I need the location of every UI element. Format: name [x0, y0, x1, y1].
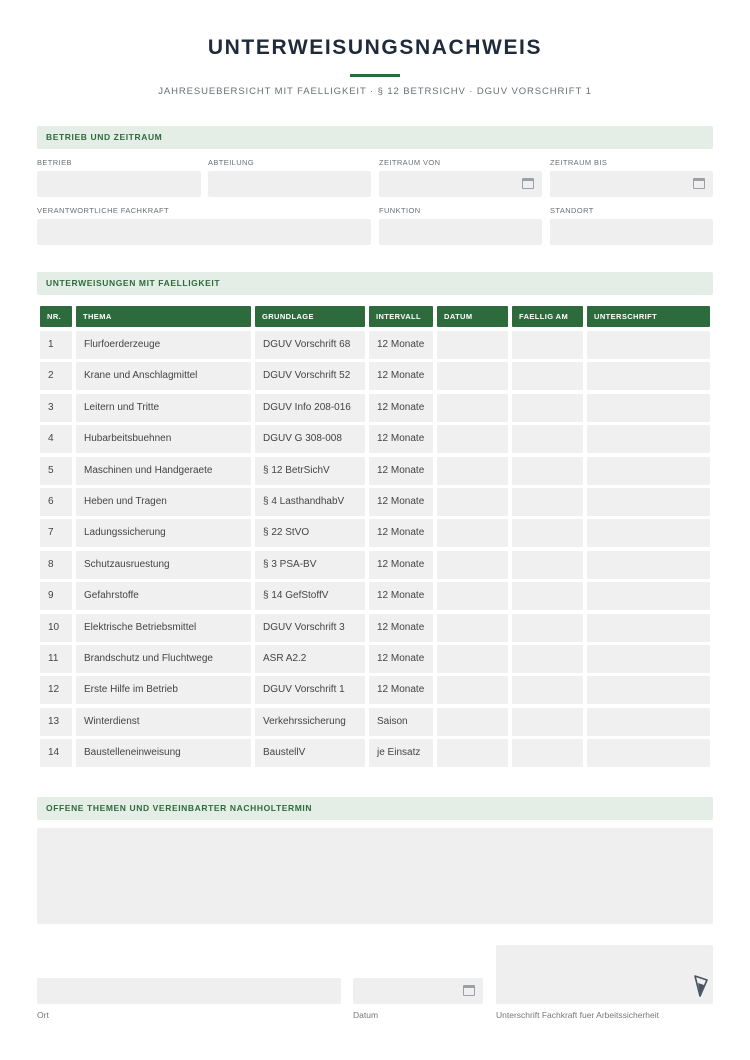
cell-datum[interactable] — [437, 457, 508, 485]
cell-datum[interactable] — [437, 488, 508, 516]
cell-unterschrift[interactable] — [587, 739, 710, 767]
cell-grundlage: § 3 PSA-BV — [255, 551, 365, 579]
cell-intervall: 12 Monate — [369, 362, 433, 390]
title-underline — [350, 74, 400, 77]
cell-unterschrift[interactable] — [587, 394, 710, 422]
signature-field[interactable] — [496, 945, 713, 1004]
cell-thema: Brandschutz und Fluchtwege — [76, 645, 251, 673]
cell-grundlage: § 14 GefStoffV — [255, 582, 365, 610]
fachkraft-field[interactable] — [37, 219, 371, 245]
cell-intervall: 12 Monate — [369, 676, 433, 704]
cell-unterschrift[interactable] — [587, 708, 710, 736]
label-funktion: FUNKTION — [379, 206, 421, 215]
cell-nr: 6 — [40, 488, 72, 516]
cell-grundlage: DGUV Vorschrift 52 — [255, 362, 365, 390]
cell-faellig-am[interactable] — [512, 739, 583, 767]
cell-thema: Gefahrstoffe — [76, 582, 251, 610]
cell-nr: 5 — [40, 457, 72, 485]
cell-intervall: 12 Monate — [369, 519, 433, 547]
cell-intervall: 12 Monate — [369, 331, 433, 359]
calendar-icon[interactable] — [463, 985, 475, 996]
funktion-field[interactable] — [379, 219, 542, 245]
cell-thema: Hubarbeitsbuehnen — [76, 425, 251, 453]
cell-grundlage: BaustellV — [255, 739, 365, 767]
cell-unterschrift[interactable] — [587, 551, 710, 579]
cell-faellig-am[interactable] — [512, 488, 583, 516]
label-zeitraum-bis: ZEITRAUM BIS — [550, 158, 608, 167]
col-header-unterschrift: UNTERSCHRIFT — [587, 306, 710, 327]
notes-textarea[interactable] — [37, 828, 713, 924]
section-header-offene-themen: OFFENE THEMEN UND VEREINBARTER NACHHOLTERMIN — [37, 797, 713, 820]
cell-datum[interactable] — [437, 739, 508, 767]
cell-intervall: Saison — [369, 708, 433, 736]
cell-nr: 14 — [40, 739, 72, 767]
col-header-faellig-am: FAELLIG AM — [512, 306, 583, 327]
cell-unterschrift[interactable] — [587, 425, 710, 453]
calendar-icon[interactable] — [522, 178, 534, 189]
ort-field[interactable] — [37, 978, 341, 1004]
cell-faellig-am[interactable] — [512, 425, 583, 453]
cell-grundlage: Verkehrssicherung — [255, 708, 365, 736]
cell-thema: Maschinen und Handgeraete — [76, 457, 251, 485]
cell-unterschrift[interactable] — [587, 362, 710, 390]
cell-thema: Elektrische Betriebsmittel — [76, 614, 251, 642]
cell-nr: 7 — [40, 519, 72, 547]
cell-grundlage: DGUV G 308-008 — [255, 425, 365, 453]
cell-datum[interactable] — [437, 708, 508, 736]
cell-unterschrift[interactable] — [587, 614, 710, 642]
cell-thema: Heben und Tragen — [76, 488, 251, 516]
cell-unterschrift[interactable] — [587, 457, 710, 485]
cell-nr: 11 — [40, 645, 72, 673]
page-title: UNTERWEISUNGSNACHWEIS — [207, 36, 543, 59]
cell-intervall: je Einsatz — [369, 739, 433, 767]
cell-grundlage: DGUV Info 208-016 — [255, 394, 365, 422]
col-header-thema: THEMA — [76, 306, 251, 327]
cell-thema: Winterdienst — [76, 708, 251, 736]
cell-grundlage: DGUV Vorschrift 1 — [255, 676, 365, 704]
page-subtitle: JAHRESUEBERSICHT MIT FAELLIGKEIT · § 12 BETRSICHV · DGUV VORSCHRIFT 1 — [158, 86, 592, 97]
cell-unterschrift[interactable] — [587, 582, 710, 610]
cell-intervall: 12 Monate — [369, 488, 433, 516]
cell-faellig-am[interactable] — [512, 394, 583, 422]
cell-faellig-am[interactable] — [512, 457, 583, 485]
ort-label: Ort — [37, 1010, 49, 1020]
cell-grundlage: § 22 StVO — [255, 519, 365, 547]
cell-datum[interactable] — [437, 331, 508, 359]
datum-label: Datum — [353, 1010, 379, 1020]
cell-intervall: 12 Monate — [369, 645, 433, 673]
label-betrieb: BETRIEB — [37, 158, 72, 167]
zeitraum-bis-field[interactable] — [550, 171, 713, 197]
cell-datum[interactable] — [437, 425, 508, 453]
cell-thema: Ladungssicherung — [76, 519, 251, 547]
cell-thema: Flurfoerderzeuge — [76, 331, 251, 359]
col-header-grundlage: GRUNDLAGE — [255, 306, 365, 327]
cell-unterschrift[interactable] — [587, 488, 710, 516]
unterschrift-label: Unterschrift Fachkraft fuer Arbeitssicherheit — [496, 1010, 659, 1020]
cell-intervall: 12 Monate — [369, 551, 433, 579]
cell-unterschrift[interactable] — [587, 676, 710, 704]
cell-faellig-am[interactable] — [512, 582, 583, 610]
label-zeitraum-von: ZEITRAUM VON — [379, 158, 441, 167]
section-header-unterweisungen: UNTERWEISUNGEN MIT FAELLIGKEIT — [37, 272, 713, 295]
cell-faellig-am[interactable] — [512, 708, 583, 736]
cell-datum[interactable] — [437, 614, 508, 642]
cell-unterschrift[interactable] — [587, 645, 710, 673]
cell-unterschrift[interactable] — [587, 519, 710, 547]
cell-datum[interactable] — [437, 645, 508, 673]
cell-faellig-am[interactable] — [512, 362, 583, 390]
zeitraum-von-field[interactable] — [379, 171, 542, 197]
cell-datum[interactable] — [437, 551, 508, 579]
betrieb-field[interactable] — [37, 171, 201, 197]
cell-faellig-am[interactable] — [512, 614, 583, 642]
section-header-betrieb: BETRIEB UND ZEITRAUM — [37, 126, 713, 149]
cell-faellig-am[interactable] — [512, 676, 583, 704]
cell-datum[interactable] — [437, 582, 508, 610]
cell-thema: Schutzausruestung — [76, 551, 251, 579]
abteilung-field[interactable] — [208, 171, 371, 197]
cell-faellig-am[interactable] — [512, 645, 583, 673]
cell-intervall: 12 Monate — [369, 425, 433, 453]
label-standort: STANDORT — [550, 206, 594, 215]
cell-intervall: 12 Monate — [369, 394, 433, 422]
cell-nr: 1 — [40, 331, 72, 359]
cell-nr: 12 — [40, 676, 72, 704]
cell-faellig-am[interactable] — [512, 519, 583, 547]
cell-thema: Erste Hilfe im Betrieb — [76, 676, 251, 704]
cell-datum[interactable] — [437, 519, 508, 547]
cell-nr: 3 — [40, 394, 72, 422]
cell-nr: 8 — [40, 551, 72, 579]
standort-field[interactable] — [550, 219, 713, 245]
cell-datum[interactable] — [437, 362, 508, 390]
cell-faellig-am[interactable] — [512, 551, 583, 579]
col-header-nr: NR. — [40, 306, 72, 327]
cell-grundlage: § 12 BetrSichV — [255, 457, 365, 485]
cell-intervall: 12 Monate — [369, 614, 433, 642]
datum-field[interactable] — [353, 978, 483, 1004]
cell-thema: Krane und Anschlagmittel — [76, 362, 251, 390]
cell-nr: 13 — [40, 708, 72, 736]
cell-intervall: 12 Monate — [369, 582, 433, 610]
pen-icon — [693, 974, 709, 998]
cell-nr: 10 — [40, 614, 72, 642]
cell-intervall: 12 Monate — [369, 457, 433, 485]
cell-datum[interactable] — [437, 394, 508, 422]
cell-datum[interactable] — [437, 676, 508, 704]
cell-nr: 9 — [40, 582, 72, 610]
cell-nr: 4 — [40, 425, 72, 453]
cell-nr: 2 — [40, 362, 72, 390]
calendar-icon[interactable] — [693, 178, 705, 189]
cell-unterschrift[interactable] — [587, 331, 710, 359]
cell-faellig-am[interactable] — [512, 331, 583, 359]
cell-grundlage: DGUV Vorschrift 3 — [255, 614, 365, 642]
label-fachkraft: VERANTWORTLICHE FACHKRAFT — [37, 206, 169, 215]
label-abteilung: ABTEILUNG — [208, 158, 255, 167]
cell-grundlage: ASR A2.2 — [255, 645, 365, 673]
cell-grundlage: DGUV Vorschrift 68 — [255, 331, 365, 359]
cell-thema: Baustelleneinweisung — [76, 739, 251, 767]
cell-grundlage: § 4 LasthandhabV — [255, 488, 365, 516]
col-header-intervall: INTERVALL — [369, 306, 433, 327]
col-header-datum: DATUM — [437, 306, 508, 327]
cell-thema: Leitern und Tritte — [76, 394, 251, 422]
